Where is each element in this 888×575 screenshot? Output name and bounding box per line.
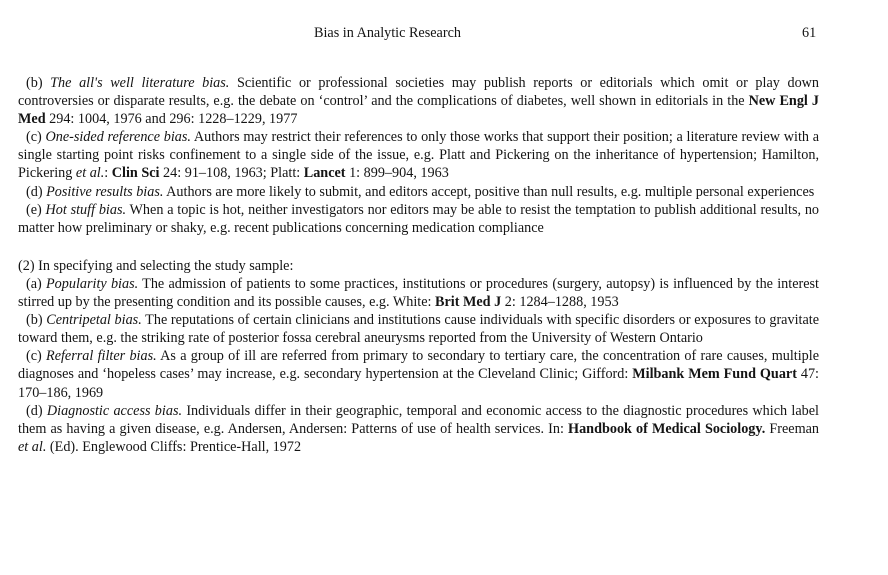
text-run: Authors are more likely to submit, and editors accept, positive than null results, e.g. multiple personal experiences — [163, 183, 815, 200]
paragraph-alls-well-literature-bias — [18, 74, 819, 128]
text-run: (c) — [26, 348, 47, 365]
running-title: Bias in Analytic Research — [314, 25, 461, 41]
text-run: (d) — [26, 402, 47, 419]
text-run: 2: 1284–1288, 1953 — [501, 294, 619, 311]
text-run: Individuals differ in their geographic, temporal and economic access to the diagnostic procedures which label them as having a given disease, e.g. Andersen, Andersen: Patterns of use of health services. In: — [18, 402, 819, 437]
journal-citation: Milbank Mem Fund Quart — [632, 366, 797, 383]
italic-term: et al. — [18, 438, 47, 455]
paragraph-popularity-bias — [18, 275, 819, 311]
journal-citation: Brit Med J — [435, 294, 502, 311]
paragraph-centripetal-bias — [18, 311, 819, 347]
paragraph-positive-results-bias — [18, 183, 819, 201]
italic-term: One-sided reference bias. — [45, 129, 191, 146]
text-run: Scientific or professional societies may publish reports or editorials which omit or play down controversies or disparate results, e.g. the debate on ‘control’ and the complications of diabetes, well shown in editorials in the — [18, 75, 820, 110]
journal-citation: Clin Sci — [111, 165, 160, 182]
text-run: 24: 91–108, 1963; Platt: — [159, 165, 304, 182]
italic-term: Popularity bias. — [46, 275, 139, 292]
body-text — [18, 74, 819, 456]
italic-term: Referral filter bias. — [46, 348, 157, 365]
text-run: (Ed). Englewood Cliffs: Prentice-Hall, 1972 — [46, 438, 302, 455]
text-run: : — [104, 165, 112, 182]
text-run: (e) — [26, 201, 46, 218]
text-run: The admission of patients to some practices, institutions or procedures (surgery, autopsy) is influenced by the interest stirred up by the presenting condition and its possible causes, e.g. White: — [18, 275, 819, 311]
italic-term: Centripetal bias. — [46, 312, 142, 329]
text-run: (c) — [26, 129, 46, 146]
text-run: (b) — [26, 75, 51, 91]
text-run: Authors may restrict their references to only those works that support their position; a literature review with a single starting point risks confinement to a single side of the issue, e.g. Platt and Pickering on the inheritance of hypertension; Hamilton, Pickering — [18, 129, 820, 182]
paragraph-diagnostic-access-bias — [18, 402, 819, 456]
italic-term: Diagnostic access bias. — [46, 402, 183, 419]
text-run: Freeman — [765, 420, 820, 437]
text-run: When a topic is hot, neither investigators nor editors may be able to resist the temptation to publish additional results, no matter how preliminary or shaky, e.g. recent publications concerning medication compliance — [18, 201, 820, 236]
paragraph-one-sided-reference-bias — [18, 128, 819, 182]
text-run: As a group of ill are referred from primary to secondary to tertiary care, the concentration of rare causes, multiple diagnoses and ‘hopeless cases’ may increase, e.g. secondary hypertension at the Cleveland Clinic; Gifford: — [18, 348, 819, 383]
text-run: (d) — [26, 183, 47, 200]
section-gap — [18, 237, 819, 257]
text-run: (a) — [26, 275, 47, 292]
text-run: 294: 1004, 1976 and 296: 1228–1229, 1977 — [45, 111, 298, 128]
page-header — [0, 24, 888, 44]
section-heading: (2) In specifying and selecting the study sample: — [18, 257, 294, 274]
italic-term: The all's well literature bias. — [50, 75, 230, 91]
italic-term: Hot stuff bias. — [45, 201, 127, 218]
italic-term: et al. — [75, 165, 105, 182]
text-run: The reputations of certain clinicians and institutions cause individuals with specific disorders or exposures to gravitate toward them, e.g. the striking rate of posterior fossa cerebral aneurysms reported from the University of Western Ontario — [18, 312, 819, 347]
journal-citation: New Engl J Med — [18, 93, 819, 128]
paragraph-hot-stuff-bias — [18, 201, 819, 237]
italic-term: Positive results bias. — [46, 183, 164, 200]
journal-citation: Lancet — [303, 165, 346, 182]
journal-citation: Handbook of Medical Sociology. — [568, 420, 766, 437]
text-run: 47: 170–186, 1969 — [18, 366, 819, 401]
paragraph-referral-filter-bias — [18, 347, 819, 401]
page-number: 61 — [802, 25, 817, 41]
text-run: 1: 899–904, 1963 — [345, 165, 449, 182]
text-run: (b) — [26, 312, 47, 329]
